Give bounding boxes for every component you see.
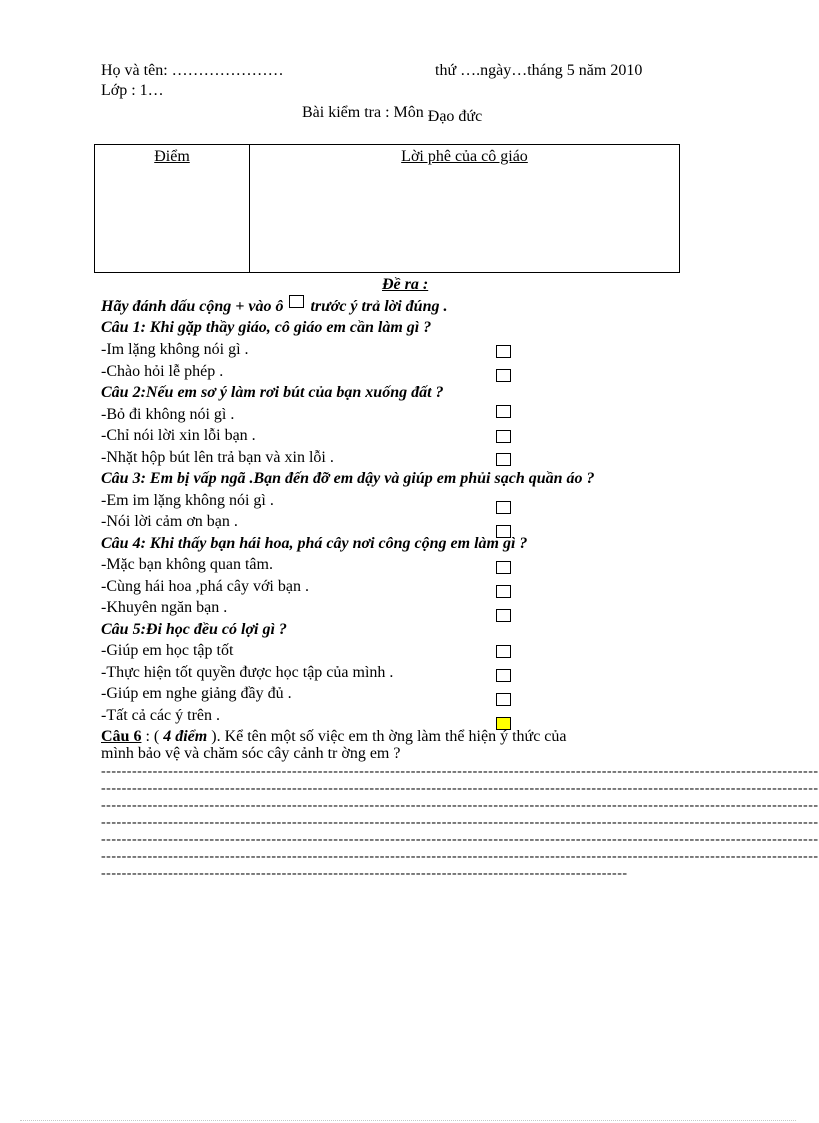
question-2-option-1: -Bỏ đi không nói gì . (101, 406, 235, 423)
question-5-option-3: -Giúp em nghe giảng đầy đủ . (101, 685, 292, 702)
question-5-title: Câu 5:Đi học đều có lợi gì ? (101, 621, 287, 638)
answer-line[interactable]: ------------------------------------------------------------------------------------------------------------------------------------------- (101, 798, 819, 813)
student-name-line: Họ và tên: ………………… (101, 62, 284, 79)
answer-line[interactable]: ------------------------------------------------------------------------------------------------------ (101, 866, 628, 881)
question-6-colon: : ( (141, 728, 160, 745)
q5-opt3-checkbox[interactable] (496, 693, 511, 706)
question-4-title: Câu 4: Khi thấy bạn hái hoa, phá cây nơi công cộng em làm gì ? (101, 535, 528, 552)
question-6-text: ). Kể tên một số việc em th ờng làm thể hiện ý thức của (207, 728, 567, 745)
page-bottom-rule (20, 1120, 796, 1121)
question-1-title: Câu 1: Khi gặp thầy giáo, cô giáo em cần làm gì ? (101, 319, 432, 336)
question-5-option-2: -Thực hiện tốt quyền được học tập của mình . (101, 664, 394, 681)
question-2-option-2: -Chỉ nói lời xin lỗi bạn . (101, 427, 256, 444)
instruction-before: Hãy đánh dấu cộng + vào ô (101, 298, 284, 315)
q2-opt2-checkbox[interactable] (496, 430, 511, 443)
answer-line[interactable]: ------------------------------------------------------------------------------------------------------------------------------------------- (101, 764, 819, 779)
question-3-title: Câu 3: Em bị vấp ngã .Bạn đến đỡ em dậy và giúp em phủi sạch quần áo ? (101, 470, 595, 487)
answer-line[interactable]: ------------------------------------------------------------------------------------------------------------------------------------------- (101, 849, 819, 864)
question-6-line-2: mình bảo vệ và chăm sóc cây cảnh tr ờng em ? (101, 745, 401, 762)
question-4-option-3: -Khuyên ngăn bạn . (101, 599, 228, 616)
q3-opt1-checkbox[interactable] (496, 501, 511, 514)
score-column-header: Điểm (154, 148, 190, 165)
exam-heading: Đề ra : (382, 276, 429, 293)
date-line: thứ ….ngày…tháng 5 năm 2010 (435, 62, 643, 79)
question-4-option-1: -Mặc bạn không quan tâm. (101, 556, 273, 573)
answer-line[interactable]: ------------------------------------------------------------------------------------------------------------------------------------------- (101, 815, 819, 830)
test-title-prefix: Bài kiểm tra : Môn (302, 104, 424, 121)
q1-opt1-checkbox[interactable] (496, 345, 511, 358)
q4-opt1-checkbox[interactable] (496, 561, 511, 574)
grade-table (94, 144, 680, 273)
question-3-option-2: -Nói lời cảm ơn bạn . (101, 513, 238, 530)
q2-opt3-checkbox[interactable] (496, 453, 511, 466)
example-checkbox-icon (289, 295, 304, 308)
answer-line[interactable]: ------------------------------------------------------------------------------------------------------------------------------------------- (101, 781, 819, 796)
instruction-after: trước ý trả lời đúng . (310, 298, 448, 315)
q5-opt1-checkbox[interactable] (496, 645, 511, 658)
question-1-option-2: -Chào hỏi lễ phép . (101, 363, 224, 380)
question-5-option-1: -Giúp em học tập tốt (101, 642, 234, 659)
question-6-label: Câu 6 (101, 728, 142, 745)
class-line: Lớp : 1… (101, 82, 164, 99)
q2-opt1-checkbox[interactable] (496, 405, 511, 418)
question-3-option-1: -Em im lặng không nói gì . (101, 492, 274, 509)
question-1-option-1: -Im lặng không nói gì . (101, 341, 249, 358)
q1-opt2-checkbox[interactable] (496, 369, 511, 382)
instruction (101, 298, 447, 316)
question-6-points: 4 điểm (159, 728, 208, 745)
question-2-option-3: -Nhặt hộp bút lên trả bạn và xin lỗi . (101, 449, 334, 466)
question-6-line-1 (101, 728, 567, 746)
q5-opt2-checkbox[interactable] (496, 669, 511, 682)
test-subject: Đạo đức (427, 108, 483, 125)
test-title (302, 104, 483, 125)
q4-opt3-checkbox[interactable] (496, 609, 511, 622)
teacher-comment-column-header: Lời phê của cô giáo (401, 148, 528, 165)
question-5-option-4: -Tất cả các ý trên . (101, 707, 221, 724)
question-2-title: Câu 2:Nếu em sơ ý làm rơi bút của bạn xuống đất ? (101, 384, 444, 401)
question-4-option-2: -Cùng hái hoa ,phá cây với bạn . (101, 578, 309, 595)
answer-line[interactable]: ------------------------------------------------------------------------------------------------------------------------------------------- (101, 832, 819, 847)
q4-opt2-checkbox[interactable] (496, 585, 511, 598)
